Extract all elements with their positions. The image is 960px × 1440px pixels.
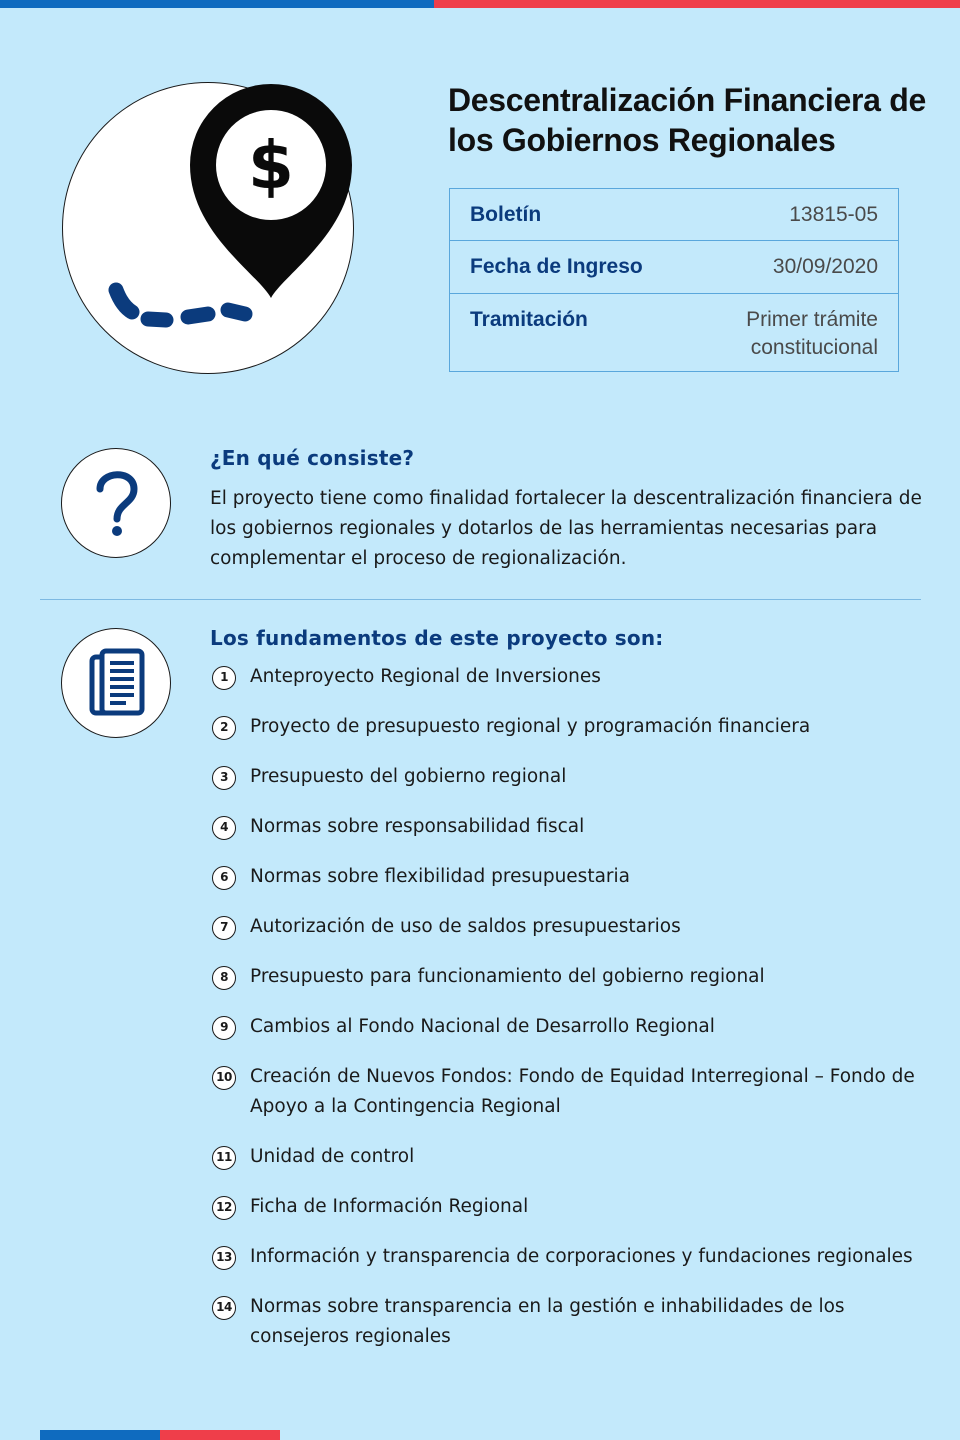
bottom-accent-blue: [40, 1430, 160, 1440]
info-table: [449, 188, 899, 372]
list-item: [210, 912, 930, 942]
number-badge: 11: [212, 1146, 236, 1170]
info-label: Tramitación: [470, 308, 588, 331]
question-mark-icon: [62, 449, 172, 559]
list-item-text: Información y transparencia de corporaciones y fundaciones regionales: [250, 1246, 913, 1267]
info-row-tramitacion: [450, 294, 898, 371]
info-value: Primer trámite constitucional: [746, 308, 878, 359]
fundamentals-list: [210, 662, 930, 1352]
info-value: 30/09/2020: [772, 255, 878, 278]
number-badge: 12: [212, 1196, 236, 1220]
info-row-fecha: [450, 241, 898, 294]
top-accent-red: [434, 0, 960, 8]
bottom-accent-bar: [40, 1430, 280, 1440]
list-item: [210, 962, 930, 992]
info-label: Boletín: [470, 203, 542, 226]
list-item-text: Normas sobre flexibilidad presupuestaria: [250, 866, 630, 887]
list-item-text: Proyecto de presupuesto regional y programación financiera: [250, 716, 811, 737]
info-value: 13815-05: [789, 203, 878, 226]
number-badge: 8: [212, 966, 236, 990]
list-item: [210, 1012, 930, 1042]
list-item-text: Presupuesto del gobierno regional: [250, 766, 567, 787]
list-item: [210, 762, 930, 792]
section-heading-what: ¿En qué consiste?: [210, 446, 415, 470]
document-icon-circle: [61, 628, 171, 738]
info-row-boletin: [450, 189, 898, 241]
number-badge: 4: [212, 816, 236, 840]
section-divider: [40, 599, 921, 600]
list-item-text: Normas sobre transparencia en la gestión e inhabilidades de los consejeros regionales: [250, 1296, 845, 1347]
number-badge: 14: [212, 1296, 236, 1320]
bottom-accent-red: [160, 1430, 280, 1440]
list-item-text: Cambios al Fondo Nacional de Desarrollo Regional: [250, 1016, 715, 1037]
top-accent-blue: [0, 0, 434, 8]
document-icon: [62, 629, 172, 739]
number-badge: 2: [212, 716, 236, 740]
description-text: El proyecto tiene como finalidad fortalecer la descentralización financiera de los gobiernos regionales y dotarlos de las herramientas necesarias para complementar el proceso de regionalización.: [210, 488, 922, 569]
question-icon-circle: [61, 448, 171, 558]
list-item-text: Anteproyecto Regional de Inversiones: [250, 666, 601, 687]
list-item: [210, 812, 930, 842]
page-title: Descentralización Financiera de los Gobiernos Regionales: [448, 82, 926, 158]
list-item: [210, 1192, 930, 1222]
number-badge: 1: [212, 666, 236, 690]
svg-text:$: $: [248, 127, 294, 204]
number-badge: 9: [212, 1016, 236, 1040]
info-label: Fecha de Ingreso: [470, 255, 643, 278]
location-pin-dollar-icon: [62, 82, 354, 374]
number-badge: 3: [212, 766, 236, 790]
section-heading-fundamentals: Los fundamentos de este proyecto son:: [210, 626, 664, 650]
list-item: [210, 712, 930, 742]
list-item-text: Creación de Nuevos Fondos: Fondo de Equidad Interregional – Fondo de Apoyo a la Contingencia Regional: [250, 1066, 915, 1117]
list-item: [210, 1292, 930, 1352]
top-accent-bar: [0, 0, 960, 8]
list-item-text: Unidad de control: [250, 1146, 415, 1167]
list-item-text: Normas sobre responsabilidad fiscal: [250, 816, 585, 837]
number-badge: 6: [212, 866, 236, 890]
list-item: [210, 862, 930, 892]
number-badge: 7: [212, 916, 236, 940]
list-item-text: Presupuesto para funcionamiento del gobierno regional: [250, 966, 765, 987]
number-badge: 13: [212, 1246, 236, 1270]
list-item-text: Ficha de Información Regional: [250, 1196, 529, 1217]
list-item: [210, 1142, 930, 1172]
list-item: [210, 1062, 930, 1122]
list-item: [210, 1242, 930, 1272]
list-item-text: Autorización de uso de saldos presupuestarios: [250, 916, 681, 937]
number-badge: 10: [212, 1066, 236, 1090]
list-item: [210, 662, 930, 692]
